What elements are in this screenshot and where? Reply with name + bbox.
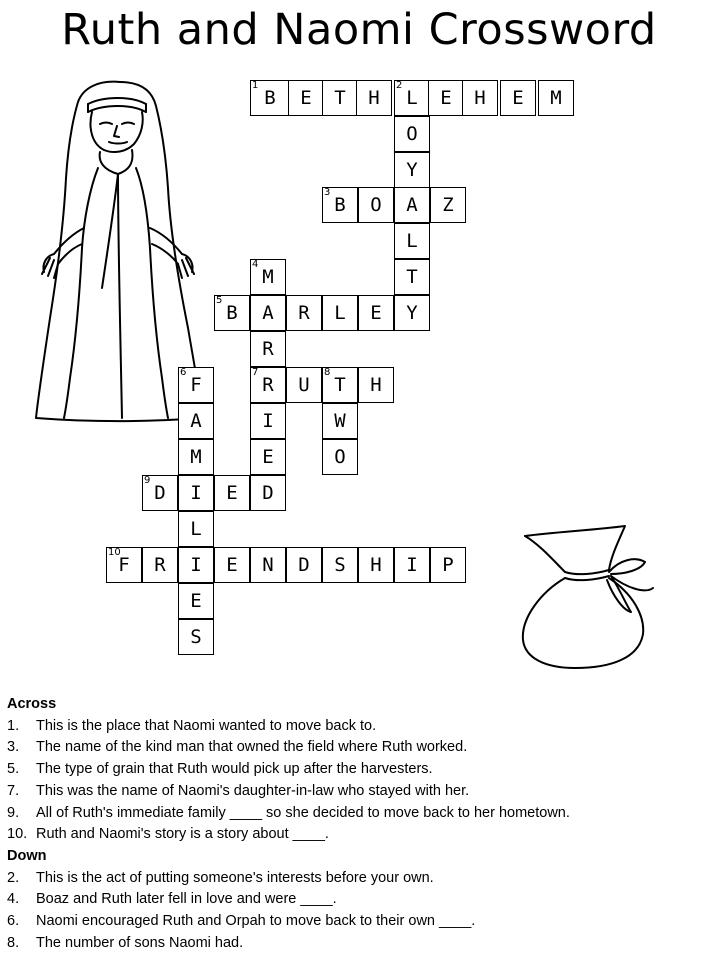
grid-cell[interactable]: [394, 223, 430, 259]
grid-cell[interactable]: [462, 80, 498, 116]
grid-cell[interactable]: [322, 439, 358, 475]
across-heading: Across: [7, 696, 57, 712]
cell-letter: O: [406, 123, 418, 145]
cell-letter: L: [334, 302, 346, 324]
grid-cell[interactable]: [178, 583, 214, 619]
cell-letter: R: [298, 302, 310, 324]
grid-cell[interactable]: [214, 295, 250, 331]
cell-letter: E: [262, 446, 274, 468]
cell-letter: I: [262, 410, 274, 432]
clue-item-text: The number of sons Naomi had.: [36, 934, 244, 951]
clue-item: [7, 737, 713, 759]
clue-item: [7, 716, 713, 738]
grid-cell[interactable]: [286, 547, 322, 583]
grid-cell[interactable]: [394, 152, 430, 188]
clue-item-number: 2.: [7, 869, 20, 886]
cell-letter: H: [368, 87, 380, 109]
grid-cell[interactable]: [178, 475, 214, 511]
cell-letter: O: [370, 194, 382, 216]
cell-letter: R: [262, 338, 274, 360]
grid-cell[interactable]: [500, 80, 536, 116]
cell-letter: E: [226, 554, 238, 576]
clue-number: 4: [252, 259, 259, 270]
clue-number: 3: [324, 187, 331, 198]
cell-letter: U: [298, 374, 310, 396]
clue-item-text: The name of the kind man that owned the field where Ruth worked.: [36, 739, 468, 756]
grid-cell[interactable]: [178, 511, 214, 547]
grid-cell[interactable]: [178, 439, 214, 475]
grid-cell[interactable]: [394, 116, 430, 152]
cell-letter: I: [190, 482, 202, 504]
grid-cell[interactable]: [394, 295, 430, 331]
page-title: Ruth and Naomi Crossword: [61, 5, 657, 55]
grid-cell[interactable]: [106, 547, 142, 583]
grid-cell[interactable]: [394, 547, 430, 583]
clue-item-number: 5.: [7, 761, 20, 778]
cell-letter: H: [370, 554, 382, 576]
cell-letter: A: [262, 302, 274, 324]
clue-item-text: This is the place that Naomi wanted to move back to.: [36, 717, 377, 734]
grid-cell[interactable]: [250, 547, 286, 583]
cell-letter: Z: [442, 194, 454, 216]
down-heading: Down: [7, 847, 47, 864]
clue-item-number: 3.: [7, 739, 20, 756]
cell-letter: S: [190, 626, 202, 648]
clue-item: [7, 781, 713, 803]
clue-item: [7, 889, 713, 911]
grid-cell[interactable]: [142, 547, 178, 583]
cell-letter: O: [334, 446, 346, 468]
grid-cell[interactable]: [286, 295, 322, 331]
grid-cell[interactable]: [430, 187, 466, 223]
grid-cell[interactable]: [428, 80, 464, 116]
clue-item: [7, 933, 713, 955]
grid-cell[interactable]: [178, 403, 214, 439]
grid-cell[interactable]: [322, 367, 358, 403]
cell-letter: I: [406, 554, 418, 576]
cell-letter: E: [226, 482, 238, 504]
cell-letter: L: [190, 518, 202, 540]
grid-cell[interactable]: [322, 403, 358, 439]
clue-number: 1: [252, 80, 259, 91]
grid-cell[interactable]: [250, 295, 286, 331]
clue-item-number: 10.: [7, 826, 28, 843]
clue-list: [7, 694, 713, 954]
clue-item: [7, 868, 713, 890]
cell-letter: E: [440, 87, 452, 109]
cell-letter: T: [334, 87, 346, 109]
clue-number: 6: [180, 367, 187, 378]
cell-letter: N: [262, 554, 274, 576]
cell-letter: M: [550, 87, 562, 109]
grid-cell[interactable]: [538, 80, 574, 116]
grain-sack-icon: [515, 522, 665, 672]
clue-item-number: 1.: [7, 717, 20, 734]
clue-number: 10: [108, 547, 121, 558]
clue-number: 7: [252, 367, 259, 378]
cell-letter: M: [190, 446, 202, 468]
cell-letter: E: [300, 87, 312, 109]
clue-item-text: Naomi encouraged Ruth and Orpah to move back to their own ____.: [36, 913, 476, 930]
clue-item-text: Ruth and Naomi's story is a story about ____.: [36, 826, 329, 843]
grid-cell[interactable]: [322, 187, 358, 223]
cell-letter: D: [262, 482, 274, 504]
grid-cell[interactable]: [286, 367, 322, 403]
cell-letter: A: [190, 410, 202, 432]
cell-letter: R: [262, 374, 274, 396]
cell-letter: H: [370, 374, 382, 396]
cell-letter: F: [190, 374, 202, 396]
grid-cell[interactable]: [250, 403, 286, 439]
clue-item-number: 7.: [7, 782, 20, 799]
cell-letter: M: [262, 266, 274, 288]
grid-cell[interactable]: [394, 187, 430, 223]
clue-number: 9: [144, 475, 151, 486]
grid-cell[interactable]: [394, 259, 430, 295]
grid-cell[interactable]: [250, 475, 286, 511]
grid-cell[interactable]: [250, 439, 286, 475]
cell-letter: E: [190, 590, 202, 612]
clue-item: [7, 824, 713, 846]
grid-cell[interactable]: [142, 475, 178, 511]
cell-letter: E: [370, 302, 382, 324]
clue-item-text: This is the act of putting someone's interests before your own.: [36, 869, 434, 886]
grid-cell[interactable]: [430, 547, 466, 583]
clue-number: 2: [396, 80, 403, 91]
cell-letter: F: [118, 554, 130, 576]
grid-cell[interactable]: [358, 367, 394, 403]
grid-cell[interactable]: [358, 295, 394, 331]
clue-item: [7, 803, 713, 825]
cell-letter: W: [334, 410, 346, 432]
cell-letter: Y: [406, 159, 418, 181]
cell-letter: T: [406, 266, 418, 288]
clue-number: 8: [324, 367, 331, 378]
grid-cell[interactable]: [322, 295, 358, 331]
cell-letter: L: [406, 87, 418, 109]
cell-letter: D: [154, 482, 166, 504]
grid-cell[interactable]: [250, 367, 286, 403]
cell-letter: T: [334, 374, 346, 396]
clue-item: [7, 759, 713, 781]
clue-number: 5: [216, 295, 223, 306]
cell-letter: R: [154, 554, 166, 576]
clue-item: [7, 911, 713, 933]
grid-cell[interactable]: [356, 80, 392, 116]
cell-letter: A: [406, 194, 418, 216]
clue-item-text: All of Ruth's immediate family ____ so she decided to move back to her hometown.: [36, 804, 570, 821]
cell-letter: E: [512, 87, 524, 109]
grid-cell[interactable]: [214, 475, 250, 511]
grid-cell[interactable]: [358, 547, 394, 583]
cell-letter: Y: [406, 302, 418, 324]
cell-letter: D: [298, 554, 310, 576]
clue-item-number: 8.: [7, 934, 20, 951]
cell-letter: B: [226, 302, 238, 324]
grid-cell[interactable]: [178, 367, 214, 403]
grid-cell[interactable]: [358, 187, 394, 223]
clue-item-text: This was the name of Naomi's daughter-in-law who stayed with her.: [36, 782, 470, 799]
cell-letter: L: [406, 230, 418, 252]
grid-cell[interactable]: [394, 80, 430, 116]
cell-letter: P: [442, 554, 454, 576]
grid-cell[interactable]: [288, 80, 324, 116]
grid-cell[interactable]: [178, 619, 214, 655]
clue-item-text: The type of grain that Ruth would pick up after the harvesters.: [36, 761, 433, 778]
grid-cell[interactable]: [250, 259, 286, 295]
cell-letter: H: [474, 87, 486, 109]
grid-cell[interactable]: [322, 80, 358, 116]
grid-cell[interactable]: [250, 80, 290, 116]
clue-item-number: 4.: [7, 891, 20, 908]
cell-letter: S: [334, 554, 346, 576]
clue-item-number: 9.: [7, 804, 20, 821]
grid-cell[interactable]: [178, 547, 214, 583]
grid-cell[interactable]: [214, 547, 250, 583]
grid-cell[interactable]: [322, 547, 358, 583]
grid-cell[interactable]: [250, 331, 286, 367]
cell-letter: B: [334, 194, 346, 216]
cell-letter: B: [264, 87, 276, 109]
clue-item-number: 6.: [7, 913, 20, 930]
cell-letter: I: [190, 554, 202, 576]
clue-item-text: Boaz and Ruth later fell in love and were ____.: [36, 891, 337, 908]
